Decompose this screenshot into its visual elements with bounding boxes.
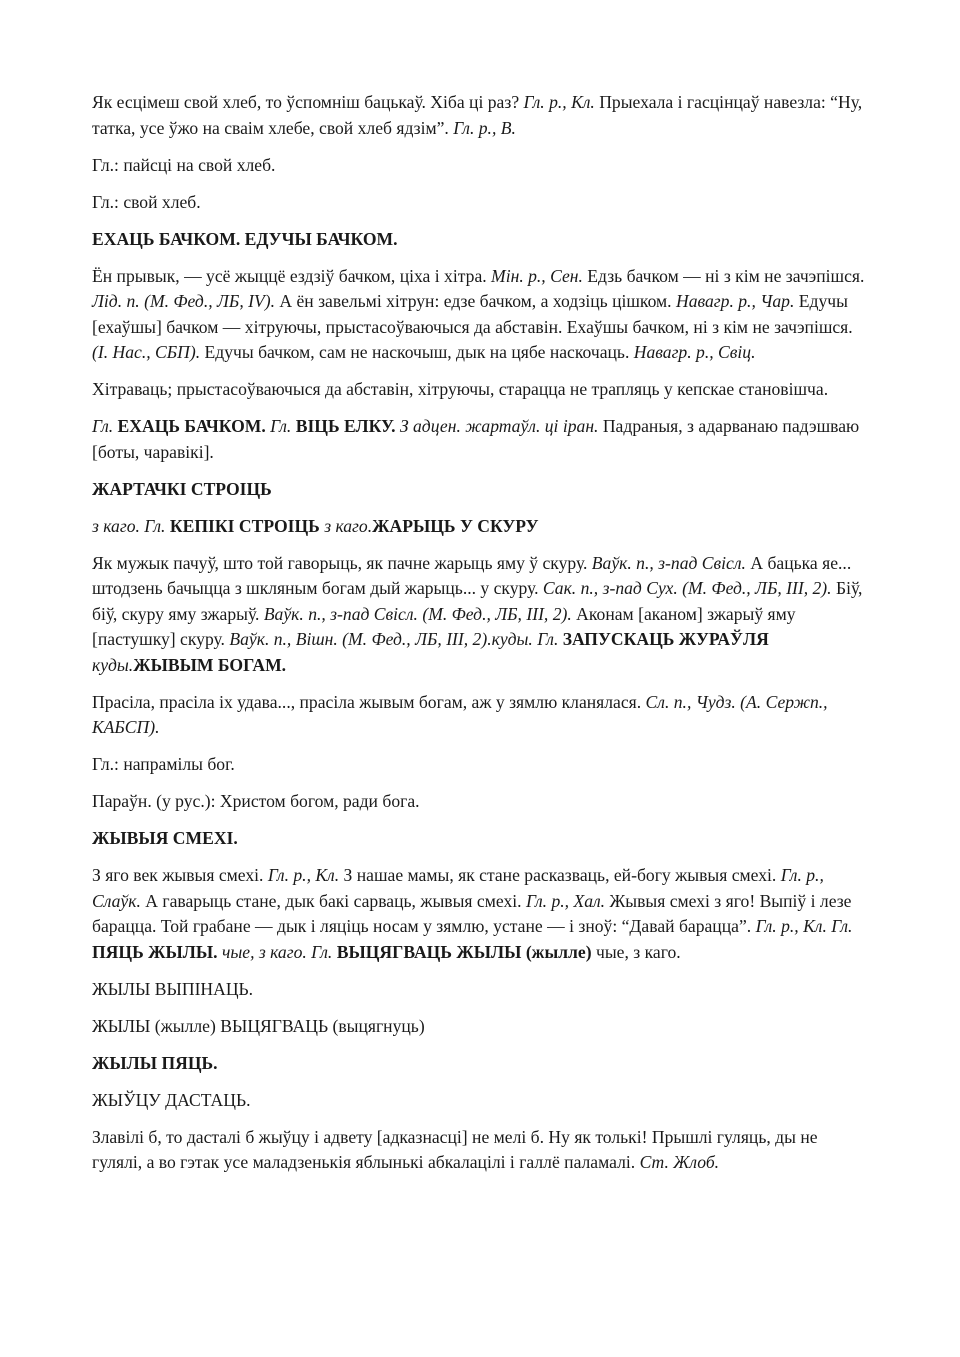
text-run: Гл.: пайсці на свой хлеб.	[92, 154, 276, 175]
italic-run: Гл.	[92, 416, 114, 436]
bold-run: ЕХАЦЬ БАЧКОМ.	[113, 416, 266, 436]
bold-run: ЖАРЫЦЬ У СКУРУ	[372, 515, 539, 536]
text-run: Хітраваць; прыстасоўваючыся да абставін, хітруючы, старацца не трапляць у кепскае становішча.	[92, 379, 829, 399]
paragraph	[92, 414, 870, 465]
italic-run: Ваўк. п., з-пад Свісл. (М. Фед., ЛБ, ІІІ, 2).	[263, 603, 572, 624]
italic-run: з каго.	[319, 515, 373, 536]
bold-run: ЕХАЦЬ БАЧКОМ. ЕДУЧЫ БАЧКОМ.	[92, 228, 398, 249]
bold-run: ПЯЦЬ ЖЫЛЫ.	[92, 941, 218, 962]
paragraph	[92, 477, 870, 503]
paragraph	[92, 190, 870, 216]
italic-run: чые, з каго. Гл.	[217, 941, 333, 962]
text-run: А бацька яе... штодзень бачыцца з шкляным богам дый жарыць... у скуру.	[92, 552, 852, 598]
paragraph	[92, 264, 870, 366]
text-run: Ён прывык, — усё жыццё ездзіў бачком, ціха і хітра.	[92, 265, 492, 286]
text-run: З нашае мамы, як стане расказваць, ей-богу жывыя смехі.	[339, 865, 781, 885]
italic-run: З адцен. жартаўл. ці іран.	[395, 416, 599, 436]
italic-run: Гл. р., Кл.	[267, 865, 340, 885]
italic-run: Ст. Жлоб.	[639, 1152, 720, 1172]
paragraph	[92, 863, 870, 965]
text-run: Падраныя, з адарванаю падэшваю [боты, чаравікі].	[92, 416, 860, 462]
paragraph	[92, 690, 870, 741]
italic-run: Гл.	[265, 416, 292, 436]
text-run: Злавілі б, то дасталі б жыўцу і адвету [адказнасці] не мелі б. Ну як толькі! Прышлі гуляць, ды не гулялі, а во гэтак усе маладзенькія яблынькі абкалацілі і галлё паламалі.	[92, 1126, 818, 1172]
paragraph	[92, 789, 870, 815]
bold-run: КЕПІКІ СТРОІЦЬ	[165, 515, 320, 536]
text-run: Едзь бачком — ні з кім не зачэпішся.	[582, 265, 865, 286]
text-run: ЖЫЛЫ ВЫПІНАЦЬ.	[92, 978, 254, 999]
italic-run: Сл. п., Чудз. (А. Сержп., КАБСП).	[92, 691, 828, 737]
italic-run: Мін. р., Сен.	[491, 265, 583, 286]
italic-run: Навагр. р., Свіц.	[633, 342, 756, 362]
bold-run: ЗАПУСКАЦЬ ЖУРАЎЛЯ	[558, 629, 769, 649]
paragraph	[92, 514, 870, 540]
paragraph	[92, 977, 870, 1003]
text-run: ЖЫЛЫ (жылле) ВЫЦЯГВАЦЬ (выцягнуць)	[92, 1015, 425, 1036]
text-run: Прыехала і гасцінцаў навезла: “Ну, татка, усе ўжо на сваім хлебе, свой хлеб ядзім”.	[92, 92, 863, 138]
text-run: Біў, біў, скуру яму зжарыў.	[92, 578, 863, 624]
paragraph	[92, 551, 870, 679]
paragraph	[92, 826, 870, 852]
bold-run: ЖАРТАЧКІ СТРОІЦЬ	[92, 478, 272, 499]
italic-run: Гл. р., Кл. Гл.	[755, 916, 853, 936]
text-run: Жывыя смехі з яго! Выпіў і лезе барацца. Той грабане — дык і ляціць носам у зямлю, устане — і зноў: “Давай барацца”.	[92, 890, 852, 936]
paragraph	[92, 1088, 870, 1114]
italic-run: Гл. р., Кл.	[523, 92, 595, 112]
paragraph	[92, 1014, 870, 1040]
text-run: Прасіла, прасіла іх удава..., прасіла жывым богам, аж у зямлю кланялася.	[92, 691, 646, 712]
text-run: ЖЫЎЦУ ДАСТАЦЬ.	[92, 1089, 251, 1110]
text-run: Едучы [ехаўшы] бачком — хітруючы, прыстасоўваючыся да абставін. Ехаўшы бачком, ні з кім не зачэпішся.	[92, 291, 853, 337]
text-run: Параўн. (у рус.): Христом богом, ради бога.	[92, 791, 420, 811]
italic-run: Гл. р., Хал.	[525, 890, 606, 911]
text-run: Як мужык пачуў, што той гаворыць, як пачне жарыць яму ў скуру.	[92, 552, 592, 573]
italic-run: Сак. п., з-пад Сух. (М. Фед., ЛБ, ІІІ, 2).	[542, 578, 832, 598]
italic-run: Гл. р., В.	[453, 117, 516, 138]
text-run: З яго век жывыя смехі.	[92, 865, 268, 885]
italic-run: (І. Нас., СБП).	[92, 342, 201, 362]
text-run: чые, з каго.	[591, 941, 681, 962]
bold-run: ВІЦЬ ЕЛКУ.	[291, 416, 396, 436]
italic-run: Ваўк. п., Вішн. (М. Фед., ЛБ, ІІІ, 2).куды. Гл.	[229, 629, 559, 649]
text-run: Гл.: напрамілы бог.	[92, 754, 235, 774]
bold-run: ЖЫВЫМ БОГАМ.	[133, 654, 287, 675]
italic-run: Навагр. р., Чар.	[675, 291, 795, 311]
bold-run: ЖЫЛЫ ПЯЦЬ.	[92, 1052, 218, 1073]
text-run: Гл.: свой хлеб.	[92, 191, 201, 212]
paragraph	[92, 90, 870, 141]
italic-run: Лід. п. (М. Фед., ЛБ, IV).	[92, 291, 275, 311]
italic-run: з каго. Гл.	[92, 515, 166, 536]
text-run: Едучы бачком, сам не наскочыш, дык на цябе наскочаць.	[200, 342, 634, 362]
paragraph	[92, 153, 870, 179]
italic-run: Гл. р., Слаўк.	[92, 865, 824, 911]
document-body	[92, 90, 870, 1176]
italic-run: куды.	[92, 654, 134, 675]
paragraph	[92, 377, 870, 403]
bold-run: ВЫЦЯГВАЦЬ ЖЫЛЫ (жылле)	[332, 941, 592, 962]
paragraph	[92, 227, 870, 253]
bold-run: ЖЫВЫЯ СМЕХІ.	[92, 828, 238, 848]
paragraph	[92, 1125, 870, 1176]
text-run: Аконам [аканом] зжарыў яму [пастушку] скуру.	[92, 603, 796, 649]
text-run: Як есцімеш свой хлеб, то ўспомніш бацькаў. Хіба ці раз?	[92, 92, 524, 112]
italic-run: Ваўк. п., з-пад Свісл.	[591, 552, 746, 573]
text-run: А ён завельмі хітрун: едзе бачком, а ходзіць цішком.	[274, 291, 676, 311]
paragraph	[92, 752, 870, 778]
paragraph	[92, 1051, 870, 1077]
text-run: А гаварыць стане, дык бакі сарваць, жывыя смехі.	[140, 890, 526, 911]
